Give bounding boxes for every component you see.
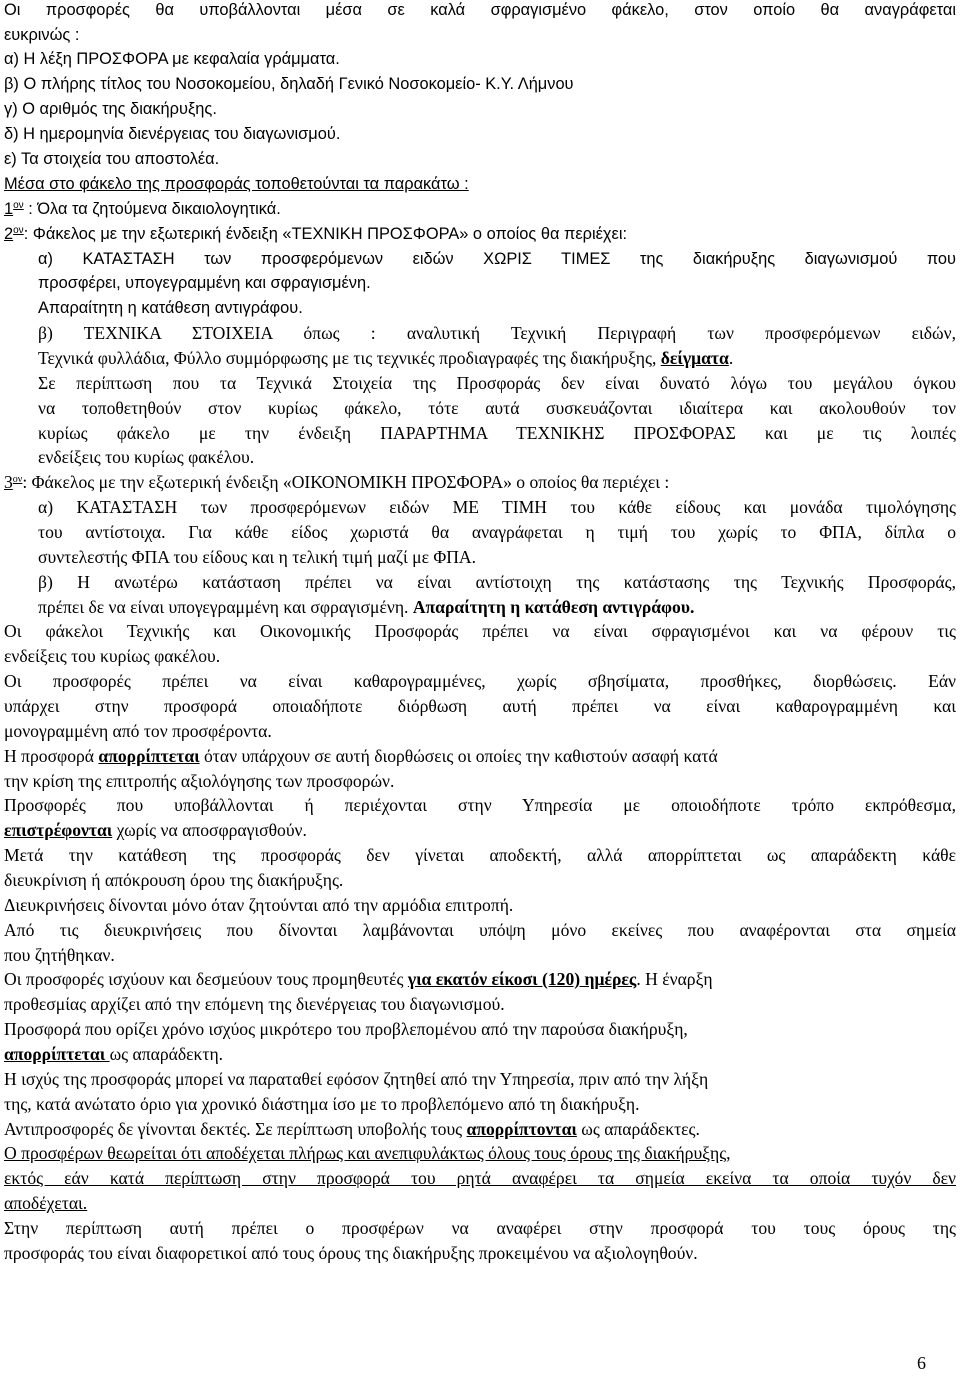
text-line: α) Η λέξη ΠΡΟΣΦΟΡΑ με κεφαλαία γράμματα. xyxy=(4,50,340,68)
text-line: αποδέχεται. xyxy=(4,1193,88,1213)
text-fragment: . Η έναρξη xyxy=(636,969,713,989)
text-line: Απαραίτητη η κατάθεση αντιγράφου. xyxy=(38,299,303,317)
emphasis-text: επιστρέφονται xyxy=(4,820,113,840)
text-line xyxy=(4,1044,956,1064)
text-line: Προσφορά που ορίζει χρόνο ισχύος μικρότερο του προβλεπομένου από την παρούσα διακήρυξη, xyxy=(4,1019,688,1039)
text-fragment: . xyxy=(728,348,734,368)
ordinal-suffix: ον xyxy=(13,200,24,211)
text-line: Στην περίπτωση αυτή πρέπει ο προσφέρων να αναφέρει στην προσφορά του τους όρους της xyxy=(4,1218,956,1238)
text-line: Η ισχύς της προσφοράς μπορεί να παραταθεί εφόσον ζητηθεί από την Υπηρεσία, πριν από την λήξη xyxy=(4,1069,709,1089)
text-fragment: Τεχνικά φυλλάδια, Φύλλο συμμόρφωσης με τις τεχνικές προδιαγραφές της διακήρυξης, xyxy=(38,348,661,368)
section-heading: Μέσα στο φάκελο της προσφοράς τοποθετούνται τα παρακάτω : xyxy=(4,175,469,193)
text-line: ε) Τα στοιχεία του αποστολέα. xyxy=(4,150,220,168)
text-line: την κρίση της επιτροπής αξιολόγησης των προσφορών. xyxy=(4,771,395,791)
text-line xyxy=(4,746,956,766)
text-fragment: : Όλα τα ζητούμενα δικαιολογητικά. xyxy=(23,200,281,218)
text-fragment: ως απαράδεκτες. xyxy=(576,1119,700,1139)
text-fragment: Η προσφορά xyxy=(4,746,99,766)
text-line: Σε περίπτωση που τα Τεχνικά Στοιχεία της Προσφοράς δεν είναι δυνατό λόγω του μεγάλου όγκου xyxy=(38,373,956,393)
text-line: β) Ο πλήρης τίτλος του Νοσοκομείου, δηλαδή Γενικό Νοσοκομείο- Κ.Υ. Λήμνου xyxy=(4,75,574,93)
item-number: 1 xyxy=(4,200,14,218)
text-line xyxy=(4,969,956,989)
text-fragment: ως απαράδεκτη. xyxy=(109,1044,224,1064)
text-line xyxy=(38,597,956,617)
text-line: προθεσμίας αρχίζει από την επόμενη της διενέργειας του διαγωνισμού. xyxy=(4,994,505,1014)
ordinal-suffix: ον xyxy=(12,474,23,485)
text-line: κυρίως φάκελο με την ένδειξη ΠΑΡΑΡΤΗΜΑ ΤΕΧΝΙΚΗΣ ΠΡΟΣΦΟΡΑΣ και με τις λοιπές xyxy=(38,423,956,443)
text-line: διευκρίνιση ή απόκρουση όρου της διακήρυξης. xyxy=(4,870,344,890)
text-line: συντελεστής ΦΠΑ του είδους και η τελική τιμή μαζί με ΦΠΑ. xyxy=(38,547,477,567)
emphasis-text: δείγματα xyxy=(660,348,729,368)
text-line xyxy=(4,224,956,244)
text-line: α) ΚΑΤΑΣΤΑΣΗ των προσφερόμενων ειδών ΧΩΡΙΣ ΤΙΜΕΣ της διακήρυξης διαγωνισμού που xyxy=(38,250,956,268)
text-fragment: όταν υπάρχουν σε αυτή διορθώσεις οι οποίες την καθιστούν ασαφή κατά xyxy=(199,746,718,766)
emphasis-text: για εκατόν είκοσι (120) ημέρες xyxy=(407,969,637,989)
text-line: της, κατά ανώτατο όριο για χρονικό διάστημα ίσο με το προβλεπόμενο από τη διακήρυξη. xyxy=(4,1094,640,1114)
text-line: Διευκρινήσεις δίνονται μόνο όταν ζητούνται από την αρμόδια επιτροπή. xyxy=(4,895,514,915)
text-line: Οι προσφορές πρέπει να είναι καθαρογραμμένες, χωρίς σβησίματα, προσθήκες, διορθώσεις. Εάν xyxy=(4,671,956,691)
text-line: ευκρινώς : xyxy=(4,26,80,44)
text-line: του αντίστοιχα. Για κάθε είδος χωριστά θα αναγράφεται η τιμή του χωρίς το ΦΠΑ, δίπλα ο xyxy=(38,522,956,542)
text-line: Οι προσφορές θα υποβάλλονται μέσα σε καλά σφραγισμένο φάκελο, στον οποίο θα αναγράφεται xyxy=(4,1,956,19)
text-line xyxy=(4,472,956,492)
text-line xyxy=(4,199,956,219)
text-line: να τοποθετηθούν στον κυρίως φάκελο, τότε αυτά συσκευάζονται ιδιαίτερα και ακολουθούν τον xyxy=(38,398,956,418)
text-line: ενδείξεις του κυρίως φακέλου. xyxy=(4,646,221,666)
text-line: β) ΤΕΧΝΙΚΑ ΣΤΟΙΧΕΙΑ όπως : αναλυτική Τεχνική Περιγραφή των προσφερόμενων ειδών, xyxy=(38,323,956,343)
item-number: 2 xyxy=(4,225,14,243)
text-fragment: Αντιπροσφορές δε γίνονται δεκτές. Σε περίπτωση υποβολής τους xyxy=(4,1119,467,1139)
emphasis-text: απορρίπτονται xyxy=(466,1119,577,1139)
text-line: που ζητήθηκαν. xyxy=(4,945,115,965)
text-fragment: πρέπει δε να είναι υπογεγραμμένη και σφραγισμένη. xyxy=(38,597,413,617)
item-number: 3 xyxy=(4,472,13,492)
text-line xyxy=(4,820,956,840)
ordinal-suffix: ον xyxy=(13,225,24,236)
text-fragment: : Φάκελος με την εξωτερική ένδειξη «ΟΙΚΟΝΟΜΙΚΗ ΠΡΟΣΦΟΡΑ» ο οποίος θα περιέχει : xyxy=(22,472,670,492)
text-line xyxy=(38,348,956,368)
text-line: Μετά την κατάθεση της προσφοράς δεν γίνεται αποδεκτή, αλλά απορρίπτεται ως απαράδεκτη κάθε xyxy=(4,845,956,865)
text-line: προσφοράς του είναι διαφορετικοί από τους όρους της διακήρυξης προκειμένου να αξιολογηθούν. xyxy=(4,1243,698,1263)
text-line: Ο προσφέρων θεωρείται ότι αποδέχεται πλήρως και ανεπιφυλάκτως όλους τους όρους της διακήρυξης, xyxy=(4,1143,731,1163)
text-line: υπάρχει στην προσφορά οποιαδήποτε διόρθωση αυτή πρέπει να είναι καθαρογραμμένη και xyxy=(4,696,956,716)
text-line: ενδείξεις του κυρίως φακέλου. xyxy=(38,447,255,467)
text-line: δ) Η ημερομηνία διενέργειας του διαγωνισμού. xyxy=(4,125,341,143)
text-fragment: : Φάκελος με την εξωτερική ένδειξη «ΤΕΧΝΙΚΗ ΠΡΟΣΦΟΡΑ» ο οποίος θα περιέχει: xyxy=(23,225,628,243)
text-line xyxy=(4,1119,956,1139)
text-fragment: Οι προσφορές ισχύουν και δεσμεύουν τους προμηθευτές xyxy=(4,969,408,989)
emphasis-text: απορρίπτεται xyxy=(4,1044,110,1064)
text-line: προσφέρει, υπογεγραμμένη και σφραγισμένη. xyxy=(38,274,371,292)
text-fragment: χωρίς να αποσφραγισθούν. xyxy=(112,820,307,840)
emphasis-text: Απαραίτητη η κατάθεση αντιγράφου. xyxy=(412,597,695,617)
text-line: β) Η ανωτέρω κατάσταση πρέπει να είναι αντίστοιχη της κατάστασης της Τεχνικής Προσφοράς, xyxy=(38,572,956,592)
text-line: α) ΚΑΤΑΣΤΑΣΗ των προσφερόμενων ειδών ΜΕ ΤΙΜΗ του κάθε είδους και μονάδα τιμολόγησης xyxy=(38,497,956,517)
emphasis-text: απορρίπτεται xyxy=(98,746,200,766)
text-line: Οι φάκελοι Τεχνικής και Οικονομικής Προσφοράς πρέπει να είναι σφραγισμένοι και να φέρουν τις xyxy=(4,621,956,641)
text-line: γ) Ο αριθμός της διακήρυξης. xyxy=(4,100,217,118)
text-line: μονογραμμένη από τον προσφέροντα. xyxy=(4,721,272,741)
text-line: Προσφορές που υποβάλλονται ή περιέχονται στην Υπηρεσία με οποιοδήποτε τρόπο εκπρόθεσμα, xyxy=(4,795,956,815)
page-number: 6 xyxy=(917,1353,926,1373)
text-line: Από τις διευκρινήσεις που δίνονται λαμβάνονται υπόψη μόνο εκείνες που αναφέρονται στα σημεία xyxy=(4,920,956,940)
text-line: εκτός εάν κατά περίπτωση στην προσφορά του ρητά αναφέρει τα σημεία εκείνα τα οποία τυχόν δεν xyxy=(4,1168,956,1188)
